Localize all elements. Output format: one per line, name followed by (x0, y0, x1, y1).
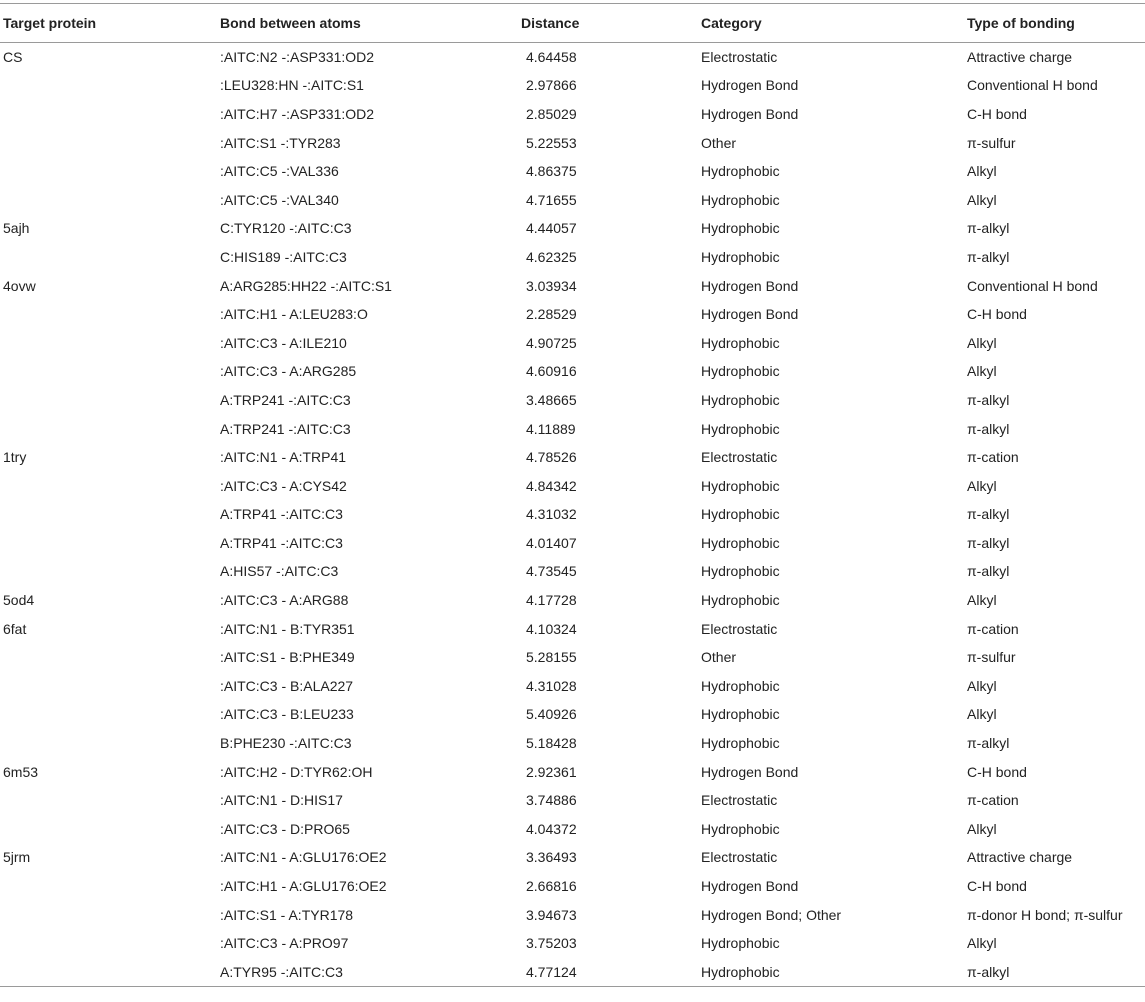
bond-atoms-cell: A:TRP41 -:AITC:C3 (220, 534, 343, 551)
header-category: Category (701, 4, 967, 43)
bonding-type-cell: Conventional H bond (967, 277, 1098, 294)
distance-cell: 2.28529 (526, 306, 577, 323)
bond-atoms-cell: :LEU328:HN -:AITC:S1 (220, 77, 364, 94)
bond-atoms-cell: :AITC:C3 - B:LEU233 (220, 706, 354, 723)
table-row (0, 700, 1145, 729)
category-cell: Electrostatic (701, 449, 778, 466)
category-cell: Hydrogen Bond (701, 763, 799, 780)
category-cell: Hydrogen Bond (701, 306, 799, 323)
bonding-type-cell: Alkyl (967, 191, 997, 208)
distance-cell: 4.90725 (526, 334, 577, 351)
bonding-type-cell: π-donor H bond; π-sulfur (967, 906, 1123, 923)
bonding-type-cell: Alkyl (967, 477, 997, 494)
table-row (0, 414, 1145, 443)
target-protein-cell (0, 815, 220, 844)
target-protein-cell (0, 872, 220, 901)
target-protein-cell (0, 786, 220, 815)
category-cell: Hydrophobic (701, 706, 780, 723)
target-protein-cell (0, 700, 220, 729)
distance-cell: 4.44057 (526, 220, 577, 237)
category-cell: Hydrophobic (701, 420, 780, 437)
table-row (0, 843, 1145, 872)
distance-cell: 4.31028 (526, 677, 577, 694)
distance-cell: 4.73545 (526, 563, 577, 580)
bond-atoms-cell: :AITC:H1 - A:LEU283:O (220, 306, 368, 323)
target-protein-cell: CS (3, 49, 23, 66)
table-row (0, 643, 1145, 672)
table-row (0, 786, 1145, 815)
bond-atoms-cell: A:TRP241 -:AITC:C3 (220, 420, 351, 437)
bond-atoms-cell: :AITC:H2 - D:TYR62:OH (220, 763, 373, 780)
bonding-type-cell: π-alkyl (967, 958, 1145, 987)
category-cell: Hydrogen Bond (701, 878, 799, 895)
bonding-type-cell: Attractive charge (967, 49, 1073, 66)
bond-atoms-cell: A:TYR95 -:AITC:C3 (220, 958, 521, 987)
table-row (0, 243, 1145, 272)
bonding-type-cell: π-alkyl (967, 420, 1010, 437)
target-protein-cell: 5ajh (3, 220, 30, 237)
category-cell: Hydrogen Bond (701, 277, 799, 294)
target-protein-cell (0, 500, 220, 529)
category-cell: Hydrophobic (701, 334, 780, 351)
category-cell: Hydrophobic (701, 592, 780, 609)
bonding-type-cell: Alkyl (967, 334, 997, 351)
target-protein-cell: 1try (3, 449, 27, 466)
target-protein-cell (0, 386, 220, 415)
target-protein-cell: 5od4 (3, 592, 35, 609)
header-row (0, 4, 1145, 43)
bond-atoms-cell: B:PHE230 -:AITC:C3 (220, 735, 352, 752)
header-target-protein: Target protein (0, 4, 220, 43)
category-cell: Electrostatic (701, 49, 778, 66)
distance-cell: 5.18428 (526, 735, 577, 752)
bonding-type-cell: Attractive charge (967, 849, 1073, 866)
bonding-type-cell: π-sulfur (967, 134, 1016, 151)
target-protein-cell (0, 300, 220, 329)
table-row (0, 958, 1145, 987)
bonding-type-cell: π-alkyl (967, 735, 1010, 752)
category-cell: Electrostatic (701, 792, 778, 809)
category-cell: Hydrophobic (701, 391, 780, 408)
bonding-type-cell: Alkyl (967, 935, 997, 952)
category-cell: Hydrophobic (701, 191, 780, 208)
category-cell: Hydrophobic (701, 935, 780, 952)
distance-cell: 3.36493 (526, 849, 577, 866)
bond-atoms-cell: A:TRP241 -:AITC:C3 (220, 391, 351, 408)
distance-cell: 3.48665 (526, 391, 577, 408)
target-protein-cell (0, 357, 220, 386)
distance-cell: 3.94673 (526, 906, 577, 923)
table-row (0, 300, 1145, 329)
table-row (0, 157, 1145, 186)
table-row (0, 900, 1145, 929)
target-protein-cell (0, 471, 220, 500)
bonding-type-cell: π-alkyl (967, 248, 1010, 265)
distance-cell: 4.71655 (526, 191, 577, 208)
target-protein-cell (0, 643, 220, 672)
bonding-type-cell: Alkyl (967, 820, 997, 837)
table-row (0, 185, 1145, 214)
bond-atoms-cell: C:TYR120 -:AITC:C3 (220, 220, 352, 237)
bonding-type-cell: C-H bond (967, 105, 1027, 122)
target-protein-cell (0, 185, 220, 214)
table-row (0, 100, 1145, 129)
table-row (0, 443, 1145, 472)
table-row (0, 386, 1145, 415)
bond-atoms-cell: :AITC:N2 -:ASP331:OD2 (220, 49, 375, 66)
target-protein-cell (0, 557, 220, 586)
bond-atoms-cell: :AITC:N1 - A:GLU176:OE2 (220, 849, 387, 866)
category-cell: Other (701, 649, 737, 666)
category-cell: Electrostatic (701, 849, 778, 866)
category-cell: Hydrogen Bond (701, 105, 799, 122)
table-row (0, 328, 1145, 357)
distance-cell: 3.75203 (526, 935, 577, 952)
table-row (0, 357, 1145, 386)
bond-atoms-cell: :AITC:C3 - A:PRO97 (220, 935, 349, 952)
distance-cell: 4.86375 (526, 163, 577, 180)
table-row (0, 529, 1145, 558)
table-row (0, 71, 1145, 100)
distance-cell: 3.03934 (526, 277, 577, 294)
bond-atoms-cell: :AITC:S1 - B:PHE349 (220, 649, 355, 666)
distance-cell: 4.64458 (526, 49, 577, 66)
table-body (0, 43, 1145, 987)
bonding-table (0, 3, 1145, 987)
table-row (0, 43, 1145, 72)
bonding-type-cell: C-H bond (967, 306, 1027, 323)
bonding-type-cell: Alkyl (967, 163, 997, 180)
bonding-type-cell: π-cation (967, 449, 1019, 466)
distance-cell: 4.10324 (526, 620, 577, 637)
category-cell: Hydrogen Bond; Other (701, 906, 842, 923)
bonding-type-cell: π-cation (967, 620, 1019, 637)
bond-atoms-cell: :AITC:C3 - A:ARG88 (220, 592, 349, 609)
table-header (0, 4, 1145, 43)
table-row (0, 500, 1145, 529)
category-cell: Hydrophobic (701, 958, 967, 987)
target-protein-cell (0, 157, 220, 186)
table-row (0, 929, 1145, 958)
category-cell: Hydrophobic (701, 563, 780, 580)
bond-atoms-cell: :AITC:C3 - A:CYS42 (220, 477, 347, 494)
bonding-type-cell: π-cation (967, 792, 1019, 809)
category-cell: Hydrophobic (701, 820, 780, 837)
distance-cell: 2.66816 (526, 878, 577, 895)
target-protein-cell (0, 328, 220, 357)
table-row (0, 815, 1145, 844)
distance-cell: 4.31032 (526, 506, 577, 523)
bonding-type-cell: Alkyl (967, 592, 997, 609)
bond-atoms-cell: :AITC:S1 -:TYR283 (220, 134, 341, 151)
distance-cell: 2.85029 (526, 105, 577, 122)
category-cell: Hydrophobic (701, 506, 780, 523)
distance-cell: 4.62325 (526, 248, 577, 265)
target-protein-cell: 4ovw (3, 277, 36, 294)
bonding-type-cell: π-alkyl (967, 563, 1010, 580)
target-protein-cell (0, 958, 220, 987)
target-protein-cell: 6m53 (3, 763, 39, 780)
bond-atoms-cell: C:HIS189 -:AITC:C3 (220, 248, 347, 265)
bonding-type-cell: π-sulfur (967, 649, 1016, 666)
bonding-type-cell: Alkyl (967, 677, 997, 694)
target-protein-cell (0, 900, 220, 929)
category-cell: Hydrogen Bond (701, 77, 799, 94)
target-protein-cell: 6fat (3, 620, 27, 637)
distance-cell: 4.77124 (521, 958, 701, 987)
bond-atoms-cell: :AITC:N1 - A:TRP41 (220, 449, 347, 466)
distance-cell: 2.97866 (526, 77, 577, 94)
category-cell: Hydrophobic (701, 248, 780, 265)
target-protein-cell (0, 529, 220, 558)
bond-atoms-cell: :AITC:C3 - A:ILE210 (220, 334, 347, 351)
table-row (0, 557, 1145, 586)
distance-cell: 4.60916 (526, 363, 577, 380)
category-cell: Hydrophobic (701, 363, 780, 380)
table-row (0, 586, 1145, 615)
bonding-type-cell: Alkyl (967, 706, 997, 723)
distance-cell: 4.84342 (526, 477, 577, 494)
table-row (0, 872, 1145, 901)
table-row (0, 271, 1145, 300)
target-protein-cell (0, 414, 220, 443)
bond-atoms-cell: A:ARG285:HH22 -:AITC:S1 (220, 277, 392, 294)
category-cell: Hydrophobic (701, 735, 780, 752)
bond-atoms-cell: A:TRP41 -:AITC:C3 (220, 506, 343, 523)
target-protein-cell (0, 100, 220, 129)
category-cell: Hydrophobic (701, 163, 780, 180)
distance-cell: 4.11889 (526, 420, 576, 437)
bond-atoms-cell: :AITC:S1 - A:TYR178 (220, 906, 354, 923)
bonding-type-cell: π-alkyl (967, 220, 1010, 237)
target-protein-cell (0, 929, 220, 958)
target-protein-cell (0, 672, 220, 701)
distance-cell: 3.74886 (526, 792, 577, 809)
bond-atoms-cell: :AITC:C3 - D:PRO65 (220, 820, 350, 837)
bond-atoms-cell: :AITC:N1 - B:TYR351 (220, 620, 355, 637)
target-protein-cell (0, 128, 220, 157)
bonding-type-cell: Conventional H bond (967, 77, 1098, 94)
bonding-type-cell: C-H bond (967, 763, 1027, 780)
bonding-type-cell: C-H bond (967, 878, 1027, 895)
bond-atoms-cell: A:HIS57 -:AITC:C3 (220, 563, 339, 580)
table-row (0, 128, 1145, 157)
bond-atoms-cell: :AITC:C5 -:VAL336 (220, 163, 339, 180)
bonding-table-container (0, 3, 1145, 1002)
header-distance: Distance (521, 4, 701, 43)
distance-cell: 4.04372 (526, 820, 577, 837)
category-cell: Electrostatic (701, 620, 778, 637)
distance-cell: 5.28155 (526, 649, 577, 666)
bond-atoms-cell: :AITC:C5 -:VAL340 (220, 191, 339, 208)
category-cell: Other (701, 134, 737, 151)
target-protein-cell (0, 243, 220, 272)
bond-atoms-cell: :AITC:C3 - B:ALA227 (220, 677, 354, 694)
table-row (0, 214, 1145, 243)
header-bond-between-atoms: Bond between atoms (220, 4, 521, 43)
bonding-type-cell: π-alkyl (967, 506, 1010, 523)
target-protein-cell: 5jrm (3, 849, 31, 866)
bonding-type-cell: π-alkyl (967, 391, 1010, 408)
category-cell: Hydrophobic (701, 677, 780, 694)
table-row (0, 471, 1145, 500)
header-type-of-bonding: Type of bonding (967, 4, 1145, 43)
distance-cell: 4.78526 (526, 449, 577, 466)
target-protein-cell (0, 71, 220, 100)
table-row (0, 757, 1145, 786)
table-row (0, 729, 1145, 758)
category-cell: Hydrophobic (701, 477, 780, 494)
table-row (0, 672, 1145, 701)
category-cell: Hydrophobic (701, 534, 780, 551)
distance-cell: 5.40926 (526, 706, 577, 723)
bonding-type-cell: Alkyl (967, 363, 997, 380)
bond-atoms-cell: :AITC:C3 - A:ARG285 (220, 363, 357, 380)
distance-cell: 2.92361 (526, 763, 577, 780)
category-cell: Hydrophobic (701, 220, 780, 237)
distance-cell: 5.22553 (526, 134, 577, 151)
distance-cell: 4.17728 (526, 592, 577, 609)
bonding-type-cell: π-alkyl (967, 534, 1010, 551)
table-row (0, 614, 1145, 643)
bond-atoms-cell: :AITC:H1 - A:GLU176:OE2 (220, 878, 387, 895)
distance-cell: 4.01407 (526, 534, 577, 551)
target-protein-cell (0, 729, 220, 758)
bond-atoms-cell: :AITC:H7 -:ASP331:OD2 (220, 105, 375, 122)
bond-atoms-cell: :AITC:N1 - D:HIS17 (220, 792, 343, 809)
